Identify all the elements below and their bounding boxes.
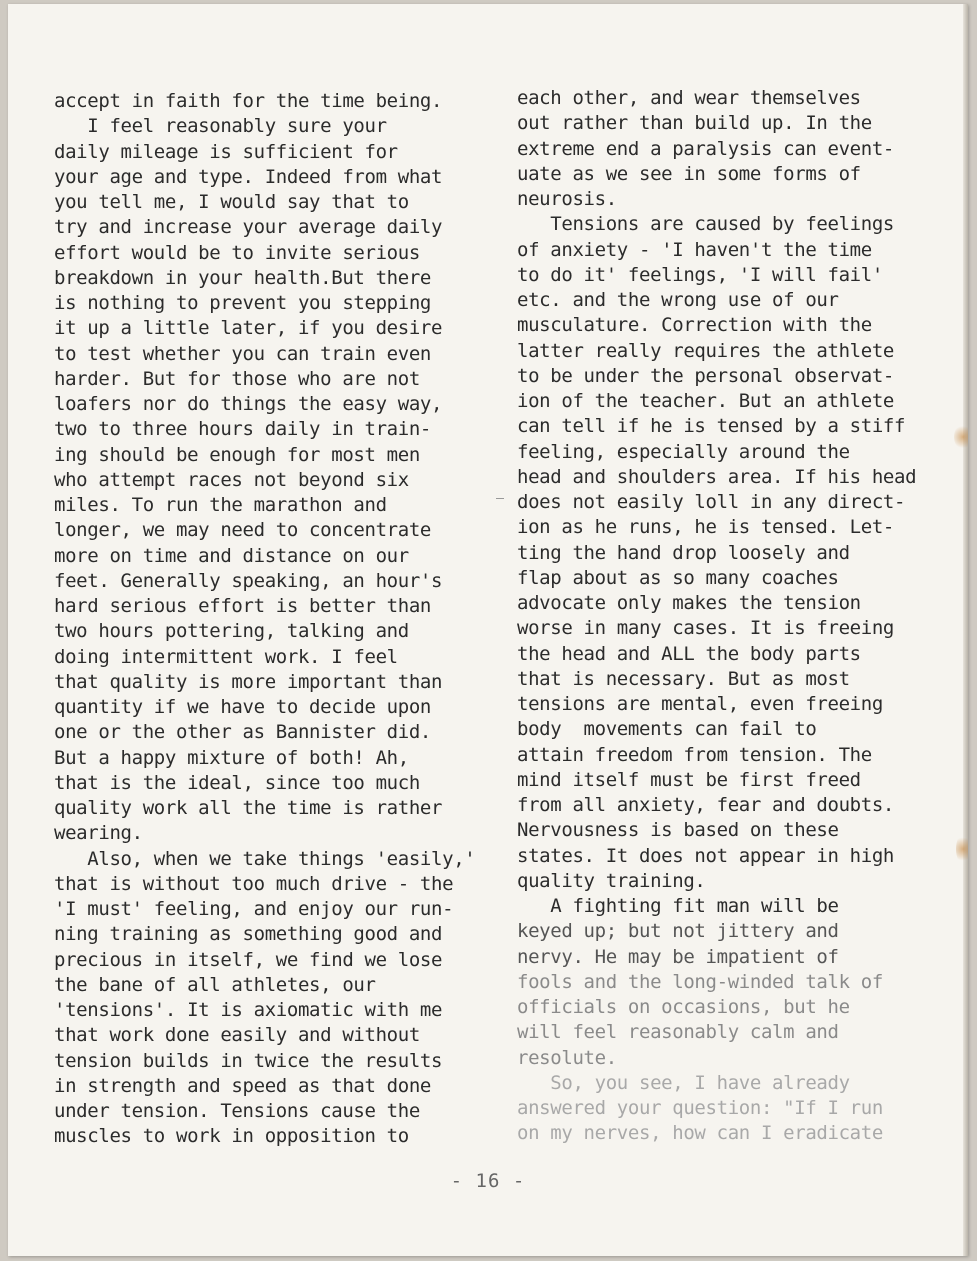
text-line: that is necessary. But as most	[517, 667, 850, 690]
text-line: effort would be to invite serious	[54, 241, 420, 264]
text-line: doing intermittent work. I feel	[54, 645, 398, 668]
text-line: can tell if he is tensed by a stiff	[517, 415, 906, 438]
text-line: the bane of all athletes, our	[54, 973, 376, 996]
left-text-column	[54, 89, 504, 1150]
text-line: daily mileage is sufficient for	[54, 140, 398, 163]
text-line: more on time and distance on our	[54, 544, 409, 567]
text-line: on my nerves, how can I eradicate	[517, 1122, 883, 1145]
text-line: A fighting fit man will be	[517, 895, 839, 917]
text-line: two hours pottering, talking and	[54, 620, 409, 643]
text-line: will feel reasonably calm and	[517, 1021, 839, 1044]
text-line: resolute.	[517, 1046, 617, 1069]
text-line: that is without too much drive - the	[54, 872, 454, 895]
text-line: from all anxiety, fear and doubts.	[517, 794, 895, 816]
text-line: Tensions are caused by feelings	[517, 213, 895, 236]
text-line: ning training as something good and	[54, 923, 443, 946]
text-line: attain freedom from tension. The	[517, 743, 872, 766]
text-line: to do it' feelings, 'I will fail'	[517, 263, 883, 286]
text-line: to be under the personal observat-	[517, 364, 895, 387]
text-line: each other, and wear themselves	[517, 87, 861, 109]
text-line: hard serious effort is better than	[54, 595, 432, 617]
text-line: ing should be enough for most men	[54, 443, 420, 466]
text-line: 'tensions'. It is axiomatic with me	[54, 999, 443, 1021]
text-line: officials on occasions, but he	[517, 996, 850, 1018]
text-line: But a happy mixture of both! Ah,	[54, 746, 409, 769]
text-line: your age and type. Indeed from what	[54, 165, 443, 188]
text-line: of anxiety - 'I haven't the time	[517, 238, 872, 261]
text-line: one or the other as Bannister did.	[54, 721, 432, 744]
text-line: precious in itself, we find we lose	[54, 948, 443, 971]
text-line: tension builds in twice the results	[54, 1049, 443, 1072]
text-line: latter really requires the athlete	[517, 339, 895, 362]
text-line: harder. But for those who are not	[54, 367, 420, 390]
text-line: try and increase your average daily	[54, 216, 443, 239]
text-line: accept in faith for the time being.	[54, 90, 443, 112]
text-line: the head and ALL the body parts	[517, 642, 861, 665]
text-line: body movements can fail to	[517, 718, 817, 741]
text-line: is nothing to prevent you stepping	[54, 292, 432, 314]
text-line: breakdown in your health.But there	[54, 266, 432, 289]
text-line: I feel reasonably sure your	[54, 115, 387, 138]
text-line: does not easily loll in any direct-	[517, 491, 906, 513]
text-line: answered your question: "If I run	[517, 1097, 883, 1119]
text-line: mind itself must be first freed	[517, 768, 861, 791]
text-line: wearing.	[54, 822, 143, 845]
text-line: head and shoulders area. If his head	[517, 465, 917, 488]
text-line: out rather than build up. In the	[517, 112, 872, 135]
text-line: to test whether you can train even	[54, 342, 432, 365]
text-line: Nervousness is based on these	[517, 819, 839, 842]
text-line: neurosis.	[517, 188, 617, 210]
text-line: flap about as so many coaches	[517, 566, 839, 589]
text-line: So, you see, I have already	[517, 1071, 850, 1094]
document-page	[8, 4, 968, 1256]
text-line: ion of the teacher. But an athlete	[517, 390, 895, 412]
text-line: you tell me, I would say that to	[54, 191, 409, 213]
text-line: feeling, especially around the	[517, 440, 850, 463]
text-line: states. It does not appear in high	[517, 844, 895, 867]
text-line: it up a little later, if you desire	[54, 317, 443, 340]
text-line: tensions are mental, even freeing	[517, 693, 883, 715]
text-line: that work done easily and without	[54, 1024, 420, 1047]
text-line: longer, we may need to concentrate	[54, 519, 432, 542]
text-line: worse in many cases. It is freeing	[517, 617, 895, 640]
right-text-column	[517, 86, 967, 1147]
text-line: loafers nor do things the easy way,	[54, 393, 443, 415]
text-line: who attempt races not beyond six	[54, 468, 409, 491]
text-line: musculature. Correction with the	[517, 314, 872, 337]
text-line: extreme end a paralysis can event-	[517, 137, 895, 160]
text-line: 'I must' feeling, and enjoy our run-	[54, 898, 454, 920]
text-line: fools and the long-winded talk of	[517, 970, 883, 993]
text-line: ting the hand drop loosely and	[517, 541, 850, 564]
text-line: quality training.	[517, 869, 706, 892]
page-number: - 16 -	[450, 1170, 526, 1192]
text-line: that quality is more important than	[54, 670, 443, 693]
text-line: Also, when we take things 'easily,'	[54, 847, 476, 870]
text-line: uate as we see in some forms of	[517, 162, 861, 185]
text-line: etc. and the wrong use of our	[517, 289, 839, 311]
text-line: miles. To run the marathon and	[54, 494, 387, 516]
text-line: quality work all the time is rather	[54, 797, 443, 819]
text-line: ion as he runs, he is tensed. Let-	[517, 516, 895, 539]
text-line: keyed up; but not jittery and	[517, 920, 839, 943]
text-line: advocate only makes the tension	[517, 592, 861, 614]
text-line: nervy. He may be impatient of	[517, 945, 839, 968]
text-line: that is the ideal, since too much	[54, 771, 420, 794]
text-line: feet. Generally speaking, an hour's	[54, 569, 443, 592]
text-line: quantity if we have to decide upon	[54, 696, 432, 718]
text-line: muscles to work in opposition to	[54, 1125, 409, 1148]
text-line: under tension. Tensions cause the	[54, 1100, 420, 1122]
text-line: in strength and speed as that done	[54, 1074, 432, 1097]
text-line: two to three hours daily in train-	[54, 418, 432, 441]
